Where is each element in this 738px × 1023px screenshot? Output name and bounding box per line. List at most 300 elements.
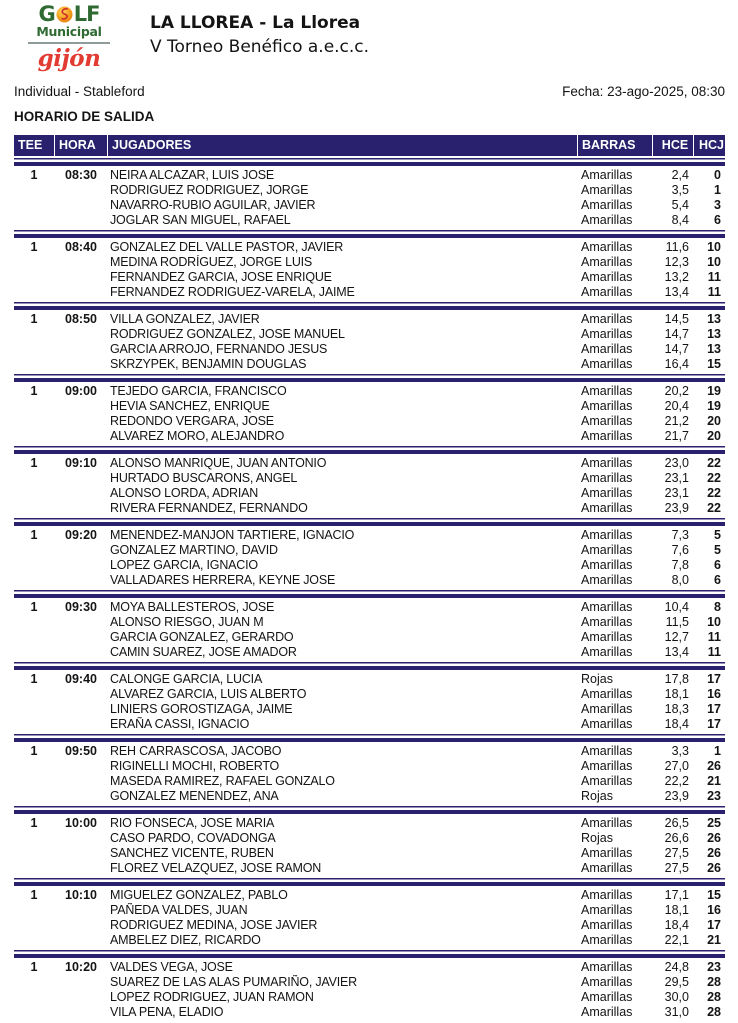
player-barras: Amarillas	[581, 975, 633, 989]
player-row	[108, 888, 725, 903]
player-hcj: 11	[707, 285, 721, 299]
group-separator	[14, 806, 725, 814]
player-barras: Amarillas	[581, 615, 633, 629]
player-barras: Amarillas	[581, 342, 633, 356]
player-row	[108, 744, 725, 759]
group-body	[14, 168, 725, 228]
group-separator	[14, 230, 725, 238]
player-row	[108, 183, 725, 198]
tee-time-group	[14, 950, 725, 1020]
player-barras: Rojas	[581, 789, 613, 803]
player-hcj: 15	[707, 357, 721, 371]
player-hce: 7,6	[671, 543, 689, 557]
player-row	[108, 846, 725, 861]
tee-value: 1	[30, 456, 38, 470]
player-name: MEDINA RODRÍGUEZ, JORGE LUIS	[110, 255, 313, 269]
golf-municipal-gijon-logo	[28, 4, 110, 72]
player-hce: 20,4	[664, 399, 689, 413]
player-name: MOYA BALLESTEROS, JOSE	[110, 600, 275, 614]
tee-time-group	[14, 446, 725, 516]
player-hce: 23,1	[664, 471, 689, 485]
player-hce: 2,4	[671, 168, 689, 182]
player-hce: 11,6	[665, 240, 689, 254]
player-hce: 5,4	[671, 198, 689, 212]
player-row	[108, 600, 725, 615]
player-barras: Amarillas	[581, 312, 633, 326]
player-hce: 26,5	[664, 816, 689, 830]
group-separator	[14, 158, 725, 166]
player-row	[108, 213, 725, 228]
hora-value: 08:50	[65, 312, 97, 326]
player-hce: 23,0	[664, 456, 689, 470]
player-row	[108, 672, 725, 687]
player-hcj: 13	[707, 312, 721, 326]
player-name: VALDES VEGA, JOSE	[110, 960, 233, 974]
golf-logo-letters-lf: LF	[73, 2, 100, 26]
tee-time-group	[14, 662, 725, 732]
player-name: ALVAREZ MORO, ALEJANDRO	[110, 429, 285, 443]
player-hcj: 8	[714, 600, 721, 614]
player-hcj: 1	[714, 744, 721, 758]
group-separator	[14, 662, 725, 670]
player-hcj: 23	[707, 960, 721, 974]
player-name: LINIERS GOROSTIZAGA, JAIME	[110, 702, 293, 716]
player-hcj: 17	[707, 672, 721, 686]
tee-time-group	[14, 158, 725, 228]
player-name: MASEDA RAMIREZ, RAFAEL GONZALO	[110, 774, 335, 788]
group-body	[14, 816, 725, 876]
player-barras: Amarillas	[581, 543, 633, 557]
player-hce: 30,0	[664, 990, 689, 1004]
player-hcj: 6	[714, 558, 721, 572]
player-barras: Amarillas	[581, 501, 633, 515]
player-hce: 14,7	[664, 342, 689, 356]
player-hce: 12,3	[664, 255, 689, 269]
player-hcj: 5	[714, 528, 721, 542]
player-row	[108, 384, 725, 399]
group-separator	[14, 374, 725, 382]
player-name: GARCIA GONZALEZ, GERARDO	[110, 630, 294, 644]
tee-time-group	[14, 302, 725, 372]
player-barras: Amarillas	[581, 759, 633, 773]
col-header-jugadores: JUGADORES	[108, 135, 577, 156]
player-name: CALONGE GARCIA, LUCIA	[110, 672, 263, 686]
tee-time-group	[14, 230, 725, 300]
player-name: ERAÑA CASSI, IGNACIO	[110, 717, 250, 731]
masthead	[14, 4, 725, 72]
tee-value: 1	[30, 384, 38, 398]
player-hce: 3,3	[671, 744, 689, 758]
player-row	[108, 429, 725, 444]
hora-value: 10:10	[65, 888, 97, 902]
player-name: SUAREZ DE LAS ALAS PUMARIÑO, JAVIER	[110, 975, 358, 989]
player-barras: Amarillas	[581, 1005, 633, 1019]
player-name: FERNANDEZ RODRIGUEZ-VARELA, JAIME	[110, 285, 355, 299]
player-rows	[108, 672, 725, 732]
player-hcj: 10	[707, 240, 721, 254]
player-hcj: 11	[707, 630, 721, 644]
competition-date: Fecha: 23-ago-2025, 08:30	[562, 84, 725, 99]
player-hcj: 11	[707, 645, 721, 659]
player-name: FERNANDEZ GARCIA, JOSE ENRIQUE	[110, 270, 332, 284]
player-row	[108, 975, 725, 990]
player-row	[108, 285, 725, 300]
tee-time-group	[14, 806, 725, 876]
player-hce: 13,2	[664, 270, 689, 284]
player-hcj: 13	[707, 342, 721, 356]
col-header-hora: HORA	[55, 135, 107, 156]
tee-time-group	[14, 734, 725, 804]
player-name: ALVAREZ GARCIA, LUIS ALBERTO	[110, 687, 307, 701]
player-barras: Amarillas	[581, 918, 633, 932]
player-rows	[108, 168, 725, 228]
player-name: SKRZYPEK, BENJAMIN DOUGLAS	[110, 357, 307, 371]
player-barras: Amarillas	[581, 717, 633, 731]
tee-time-group	[14, 878, 725, 948]
player-row	[108, 645, 725, 660]
player-row	[108, 933, 725, 948]
player-hcj: 22	[707, 471, 721, 485]
player-hce: 3,5	[671, 183, 689, 197]
player-hcj: 22	[707, 486, 721, 500]
group-body	[14, 600, 725, 660]
player-hce: 22,2	[664, 774, 689, 788]
player-name: RODRIGUEZ MEDINA, JOSE JAVIER	[110, 918, 318, 932]
player-row	[108, 501, 725, 516]
section-title: HORARIO DE SALIDA	[14, 109, 155, 124]
player-row	[108, 789, 725, 804]
player-row	[108, 630, 725, 645]
player-hce: 21,7	[664, 429, 689, 443]
tee-value: 1	[30, 600, 38, 614]
player-hce: 18,1	[664, 903, 689, 917]
hora-value: 09:50	[65, 744, 97, 758]
player-hcj: 6	[714, 213, 721, 227]
hora-value: 10:00	[65, 816, 97, 830]
player-hcj: 19	[707, 384, 721, 398]
player-barras: Amarillas	[581, 630, 633, 644]
player-name: VILLA GONZALEZ, JAVIER	[110, 312, 260, 326]
player-hcj: 15	[707, 888, 721, 902]
group-separator	[14, 590, 725, 598]
player-barras: Amarillas	[581, 744, 633, 758]
player-barras: Amarillas	[581, 774, 633, 788]
player-barras: Amarillas	[581, 357, 633, 371]
player-name: PAÑEDA VALDES, JUAN	[110, 903, 248, 917]
tee-value: 1	[30, 240, 38, 254]
player-hcj: 10	[707, 255, 721, 269]
player-hcj: 28	[707, 1005, 721, 1019]
col-header-barras: BARRAS	[578, 135, 652, 156]
player-row	[108, 456, 725, 471]
player-barras: Amarillas	[581, 213, 633, 227]
tee-value: 1	[30, 816, 38, 830]
player-hcj: 28	[707, 990, 721, 1004]
tee-value: 1	[30, 744, 38, 758]
group-body	[14, 384, 725, 444]
player-row	[108, 702, 725, 717]
tee-time-group	[14, 518, 725, 588]
player-name: FLOREZ VELAZQUEZ, JOSE RAMON	[110, 861, 322, 875]
player-hcj: 16	[707, 903, 721, 917]
player-row	[108, 414, 725, 429]
player-hce: 20,2	[664, 384, 689, 398]
player-hce: 27,0	[664, 759, 689, 773]
player-hce: 23,9	[664, 789, 689, 803]
municipal-label: Municipal	[36, 24, 102, 39]
info-row	[14, 84, 725, 100]
player-name: ALONSO LORDA, ADRIAN	[110, 486, 259, 500]
player-hce: 18,3	[664, 702, 689, 716]
player-hcj: 19	[707, 399, 721, 413]
player-row	[108, 558, 725, 573]
player-name: RIO FONSECA, JOSE MARIA	[110, 816, 275, 830]
tee-value: 1	[30, 312, 38, 326]
player-barras: Amarillas	[581, 933, 633, 947]
player-hcj: 11	[707, 270, 721, 284]
player-name: GONZALEZ MENENDEZ, ANA	[110, 789, 279, 803]
player-row	[108, 687, 725, 702]
player-hce: 14,5	[664, 312, 689, 326]
player-barras: Amarillas	[581, 384, 633, 398]
player-row	[108, 960, 725, 975]
golf-ball-icon	[56, 6, 73, 23]
player-name: MIGUELEZ GONZALEZ, PABLO	[110, 888, 288, 902]
player-hce: 14,7	[664, 327, 689, 341]
hora-value: 08:30	[65, 168, 97, 182]
player-row	[108, 486, 725, 501]
player-hce: 13,4	[664, 645, 689, 659]
player-hcj: 17	[707, 717, 721, 731]
player-row	[108, 816, 725, 831]
player-barras: Amarillas	[581, 270, 633, 284]
player-hcj: 21	[707, 933, 721, 947]
player-row	[108, 861, 725, 876]
player-hce: 7,3	[671, 528, 689, 542]
player-hcj: 20	[707, 414, 721, 428]
player-name: NAVARRO-RUBIO AGUILAR, JAVIER	[110, 198, 316, 212]
player-hce: 27,5	[664, 846, 689, 860]
player-name: GONZALEZ DEL VALLE PASTOR, JAVIER	[110, 240, 344, 254]
player-name: NEIRA ALCAZAR, LUIS JOSE	[110, 168, 275, 182]
player-hce: 23,1	[664, 486, 689, 500]
hora-value: 08:40	[65, 240, 97, 254]
player-row	[108, 327, 725, 342]
player-hce: 17,1	[664, 888, 689, 902]
tee-value: 1	[30, 888, 38, 902]
player-row	[108, 759, 725, 774]
group-body	[14, 456, 725, 516]
player-barras: Amarillas	[581, 471, 633, 485]
golf-logo-wordmark	[28, 4, 110, 25]
player-name: HEVIA SANCHEZ, ENRIQUE	[110, 399, 270, 413]
hora-value: 09:10	[65, 456, 97, 470]
player-name: RODRIGUEZ GONZALEZ, JOSE MANUEL	[110, 327, 345, 341]
player-row	[108, 831, 725, 846]
group-separator	[14, 302, 725, 310]
hora-value: 10:20	[65, 960, 97, 974]
player-hce: 29,5	[664, 975, 689, 989]
group-body	[14, 312, 725, 372]
player-barras: Amarillas	[581, 255, 633, 269]
player-barras: Amarillas	[581, 990, 633, 1004]
player-hcj: 22	[707, 456, 721, 470]
player-hcj: 23	[707, 789, 721, 803]
player-barras: Rojas	[581, 831, 613, 845]
player-row	[108, 399, 725, 414]
player-name: LOPEZ RODRIGUEZ, JUAN RAMON	[110, 990, 314, 1004]
group-separator	[14, 734, 725, 742]
player-hce: 7,8	[671, 558, 689, 572]
player-hcj: 10	[707, 615, 721, 629]
player-barras: Amarillas	[581, 240, 633, 254]
player-rows	[108, 600, 725, 660]
player-barras: Amarillas	[581, 888, 633, 902]
player-row	[108, 357, 725, 372]
player-row	[108, 198, 725, 213]
player-hce: 27,5	[664, 861, 689, 875]
group-body	[14, 240, 725, 300]
player-row	[108, 615, 725, 630]
player-row	[108, 918, 725, 933]
golf-logo-letter-g: G	[38, 2, 55, 26]
tee-value: 1	[30, 960, 38, 974]
player-hce: 8,4	[671, 213, 689, 227]
player-hcj: 6	[714, 573, 721, 587]
player-barras: Amarillas	[581, 846, 633, 860]
player-name: RIVERA FERNANDEZ, FERNANDO	[110, 501, 308, 515]
player-barras: Amarillas	[581, 702, 633, 716]
player-row	[108, 903, 725, 918]
player-name: VILA PENA, ELADIO	[110, 1005, 224, 1019]
hora-value: 09:20	[65, 528, 97, 542]
player-barras: Amarillas	[581, 285, 633, 299]
hora-value: 09:00	[65, 384, 97, 398]
hora-value: 09:40	[65, 672, 97, 686]
player-barras: Amarillas	[581, 399, 633, 413]
player-name: ALONSO RIESGO, JUAN M	[110, 615, 264, 629]
player-hce: 24,8	[664, 960, 689, 974]
player-name: MENENDEZ-MANJON TARTIERE, IGNACIO	[110, 528, 355, 542]
tee-value: 1	[30, 168, 38, 182]
player-name: RIGINELLI MOCHI, ROBERTO	[110, 759, 280, 773]
player-name: RODRIGUEZ RODRIGUEZ, JORGE	[110, 183, 309, 197]
player-barras: Rojas	[581, 672, 613, 686]
player-barras: Amarillas	[581, 573, 633, 587]
player-row	[108, 240, 725, 255]
player-hce: 18,1	[664, 687, 689, 701]
player-barras: Amarillas	[581, 183, 633, 197]
col-header-tee: TEE	[14, 135, 54, 156]
player-hcj: 20	[707, 429, 721, 443]
player-barras: Amarillas	[581, 687, 633, 701]
player-hcj: 25	[707, 816, 721, 830]
player-hce: 12,7	[664, 630, 689, 644]
player-rows	[108, 816, 725, 876]
player-row	[108, 270, 725, 285]
player-barras: Amarillas	[581, 903, 633, 917]
player-hce: 26,6	[664, 831, 689, 845]
player-hce: 8,0	[671, 573, 689, 587]
player-hcj: 16	[707, 687, 721, 701]
player-barras: Amarillas	[581, 645, 633, 659]
gijon-logo-text: gijón	[37, 45, 101, 72]
tournament-subtitle: V Torneo Benéfico a.e.c.c.	[150, 37, 370, 57]
player-barras: Amarillas	[581, 429, 633, 443]
player-barras: Amarillas	[581, 528, 633, 542]
player-rows	[108, 384, 725, 444]
group-body	[14, 960, 725, 1020]
player-row	[108, 717, 725, 732]
player-name: HURTADO BUSCARONS, ANGEL	[110, 471, 298, 485]
player-name: CAMIN SUAREZ, JOSE AMADOR	[110, 645, 297, 659]
player-hcj: 28	[707, 975, 721, 989]
player-row	[108, 528, 725, 543]
competition-format: Individual - Stableford	[14, 84, 145, 99]
player-barras: Amarillas	[581, 456, 633, 470]
player-row	[108, 774, 725, 789]
group-body	[14, 672, 725, 732]
group-separator	[14, 518, 725, 526]
player-row	[108, 573, 725, 588]
player-hce: 31,0	[664, 1005, 689, 1019]
player-name: SANCHEZ VICENTE, RUBEN	[110, 846, 274, 860]
player-hce: 18,4	[664, 717, 689, 731]
player-hcj: 17	[707, 918, 721, 932]
player-hcj: 26	[707, 831, 721, 845]
player-hce: 13,4	[664, 285, 689, 299]
player-hcj: 5	[714, 543, 721, 557]
group-separator	[14, 950, 725, 958]
player-name: VALLADARES HERRERA, KEYNE JOSE	[110, 573, 336, 587]
player-row	[108, 990, 725, 1005]
col-header-hcj: HCJ	[694, 135, 725, 156]
player-barras: Amarillas	[581, 816, 633, 830]
player-barras: Amarillas	[581, 414, 633, 428]
player-name: CASO PARDO, COVADONGA	[110, 831, 276, 845]
player-barras: Amarillas	[581, 486, 633, 500]
player-rows	[108, 240, 725, 300]
player-hce: 22,1	[664, 933, 689, 947]
player-hce: 21,2	[664, 414, 689, 428]
player-row	[108, 342, 725, 357]
player-name: GARCIA ARROJO, FERNANDO JESUS	[110, 342, 328, 356]
tee-value: 1	[30, 672, 38, 686]
table-header	[14, 135, 725, 156]
col-header-hce: HCE	[653, 135, 693, 156]
player-hcj: 26	[707, 861, 721, 875]
player-name: ALONSO MANRIQUE, JUAN ANTONIO	[110, 456, 327, 470]
logo-divider	[28, 42, 110, 44]
tee-value: 1	[30, 528, 38, 542]
player-name: LOPEZ GARCIA, IGNACIO	[110, 558, 258, 572]
player-barras: Amarillas	[581, 327, 633, 341]
player-name: GONZALEZ MARTINO, DAVID	[110, 543, 278, 557]
tee-time-groups	[14, 158, 725, 1020]
player-rows	[108, 456, 725, 516]
player-rows	[108, 312, 725, 372]
player-hcj: 1	[714, 183, 721, 197]
player-name: AMBELEZ DIEZ, RICARDO	[110, 933, 261, 947]
player-name: REDONDO VERGARA, JOSE	[110, 414, 274, 428]
player-row	[108, 312, 725, 327]
group-body	[14, 888, 725, 948]
group-body	[14, 528, 725, 588]
player-row	[108, 471, 725, 486]
player-hcj: 0	[714, 168, 721, 182]
tee-time-group	[14, 374, 725, 444]
player-barras: Amarillas	[581, 861, 633, 875]
